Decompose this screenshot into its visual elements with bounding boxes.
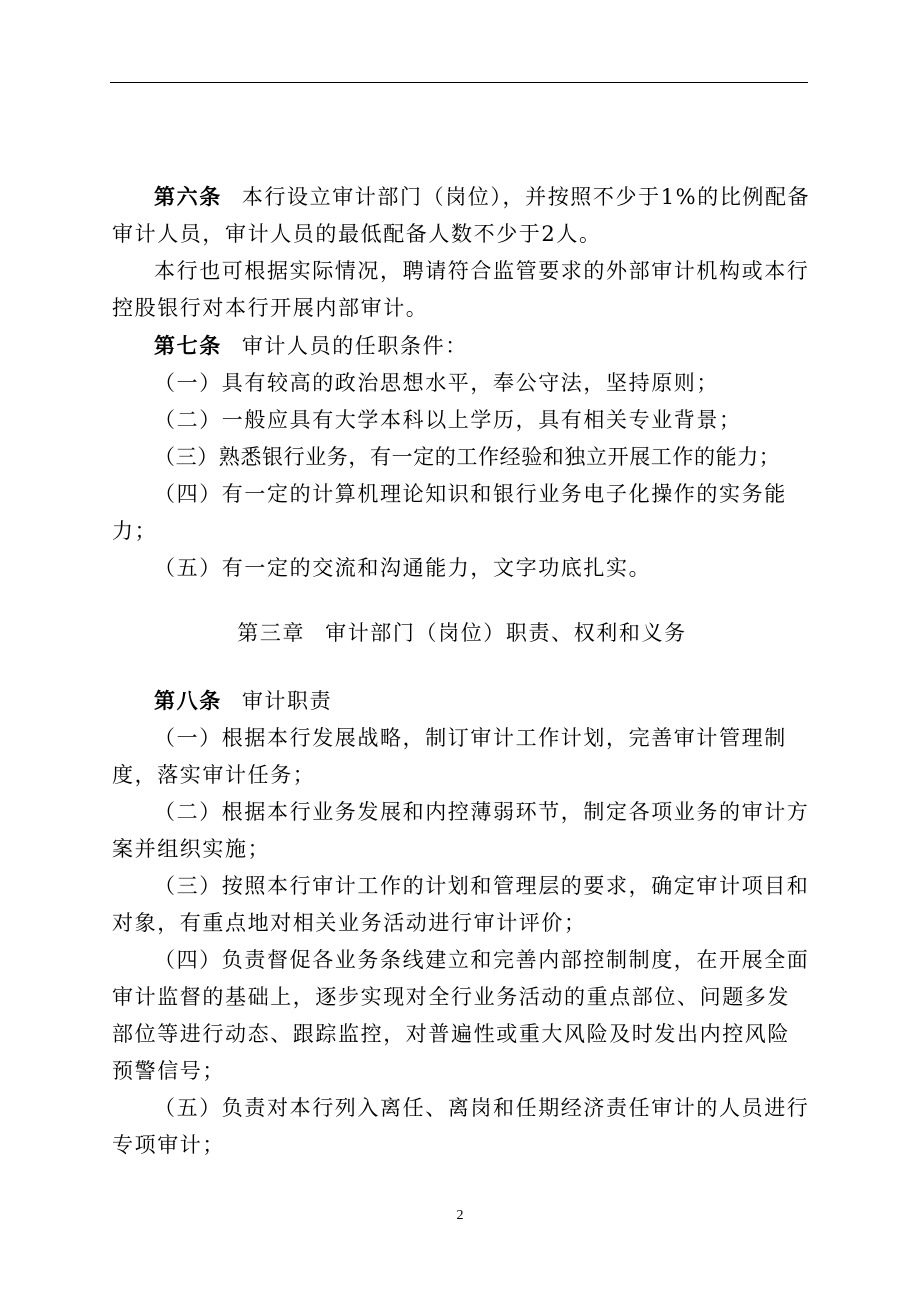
chapter-number: 第三章	[237, 621, 306, 645]
chapter-title: 审计部门（岗位）职责、权利和义务	[325, 621, 687, 645]
article-number: 第六条	[154, 184, 222, 209]
chapter-heading	[112, 617, 812, 647]
article-7-paragraph	[112, 327, 812, 365]
article-6-paragraph	[112, 178, 812, 253]
article-text: 审计职责	[241, 689, 333, 713]
page-content	[112, 178, 812, 1164]
article-8-paragraph	[112, 682, 812, 720]
list-item: （一）根据本行发展战略，制订审计工作计划，完善审计管理制度，落实审计任务；	[112, 726, 787, 787]
list-item: （三）熟悉银行业务，有一定的工作经验和独立开展工作的能力；	[154, 445, 781, 469]
list-item: （二）一般应具有大学本科以上学历，具有相关专业背景；	[154, 408, 742, 432]
article-number: 第八条	[154, 688, 222, 713]
article-number: 第七条	[154, 333, 222, 358]
list-item: （四）负责督促各业务条线建立和完善内部控制制度，在开展全面审计监督的基础上，逐步实现对全行业务活动的重点部位、问题多发部位等进行动态、跟踪监控，对普遍性或重大风险及时发出内控风险预警信号；	[112, 948, 810, 1083]
article-text: 本行设立审计部门（岗位），并按照不少于1%的比例配备审计人员，审计人员的最低配备人数不少于2人。	[112, 185, 811, 246]
article-6-paragraph-2: 本行也可根据实际情况，聘请符合监管要求的外部审计机构或本行控股银行对本行开展内部审计。	[112, 259, 810, 320]
article-text: 审计人员的任职条件：	[241, 334, 468, 358]
list-item: （五）负责对本行列入离任、离岗和任期经济责任审计的人员进行专项审计；	[112, 1096, 810, 1157]
list-item: （二）根据本行业务发展和内控薄弱环节，制定各项业务的审计方案并组织实施；	[112, 800, 810, 861]
list-item: （五）有一定的交流和沟通能力，文字功底扎实。	[154, 556, 652, 580]
list-item: （四）有一定的计算机理论知识和银行业务电子化操作的实务能力；	[112, 482, 787, 543]
list-item: （一）具有较高的政治思想水平，奉公守法，坚持原则；	[154, 371, 719, 395]
page-number: 2	[456, 1208, 464, 1223]
header-rule	[110, 82, 808, 83]
list-item: （三）按照本行审计工作的计划和管理层的要求，确定审计项目和对象，有重点地对相关业务活动进行审计评价；	[112, 874, 810, 935]
